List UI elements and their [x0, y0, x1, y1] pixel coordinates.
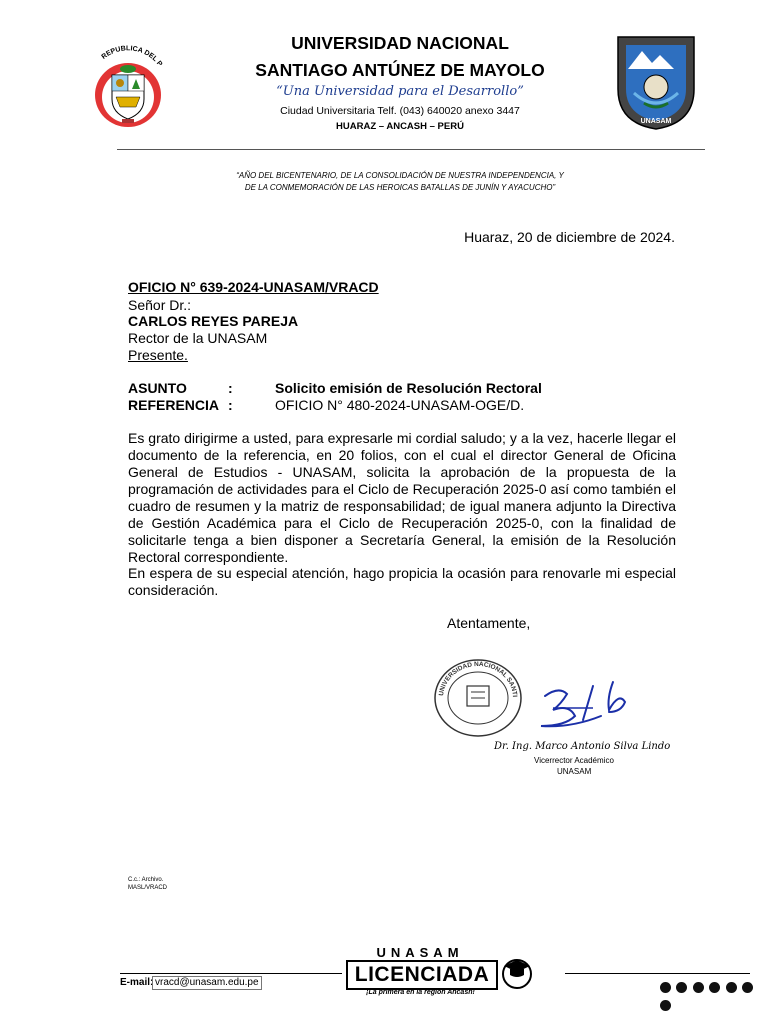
google-icon[interactable]	[660, 1000, 671, 1011]
signer-org: UNASAM	[557, 767, 592, 776]
youtube-icon[interactable]	[709, 982, 720, 993]
official-stamp	[433, 658, 523, 738]
referencia-colon: :	[228, 397, 233, 413]
salutation: Señor Dr.:	[128, 297, 192, 313]
year-motto-line1: “AÑO DEL BICENTENARIO, DE LA CONSOLIDACIÓN DE NUESTRA INDEPENDENCIA, Y	[236, 171, 564, 180]
seal-lettering: UNASAM	[640, 118, 672, 125]
asunto-label: ASUNTO	[128, 380, 187, 396]
university-name-line2: SANTIAGO ANTÚNEZ DE MAYOLO	[255, 60, 545, 80]
email-label: E-mail:	[120, 977, 154, 988]
facebook-icon[interactable]	[676, 982, 687, 993]
footer-slogan: ¡La primera en la región Ancash!	[366, 989, 475, 996]
email-icon[interactable]	[660, 982, 671, 993]
year-motto-line2: DE LA CONMEMORACIÓN DE LAS HEROICAS BATALLAS DE JUNÍN Y AYACUCHO”	[244, 183, 556, 192]
university-motto: “Una Universidad para el Desarrollo”	[276, 84, 524, 99]
footer-divider-right	[565, 973, 750, 974]
asunto-value: Solicito emisión de Resolución Rectoral	[275, 380, 542, 396]
recipient-name: CARLOS REYES PAREJA	[128, 313, 299, 329]
handwritten-signature	[535, 678, 635, 736]
cc-line2: MASL/VRACD	[128, 885, 168, 891]
recipient-role: Rector de la UNASAM	[128, 330, 268, 346]
footer-brand-licenciada: LICENCIADA	[346, 960, 498, 990]
university-city: HUARAZ – ANCASH – PERÚ	[336, 121, 464, 132]
footer-brand-top: UNASAM	[376, 945, 464, 960]
signer-role: Vicerrector Académico	[534, 756, 614, 765]
carbon-copy	[128, 876, 167, 892]
footer-divider-left	[120, 973, 342, 974]
instagram-icon[interactable]	[726, 982, 737, 993]
graduation-cap-icon	[500, 954, 534, 990]
email-link[interactable]: vracd@unasam.edu.pe	[152, 976, 262, 990]
web-icon[interactable]	[742, 982, 753, 993]
referencia-value: OFICIO N° 480-2024-UNASAM-OGE/D.	[275, 397, 525, 413]
closing: Atentamente,	[447, 615, 531, 631]
seal-lettering: UNIVERSIDAD NACIONAL SANTI	[438, 660, 518, 698]
cc-line1: C.c.: Archivo.	[128, 877, 164, 883]
asunto-colon: :	[228, 380, 233, 396]
presente: Presente.	[128, 347, 188, 363]
header-divider	[117, 149, 705, 150]
body-paragraph-1: Es grato dirigirme a usted, para expresarle mi cordial saludo; y a la vez, hacerle llegar el documento de la referencia, en 20 folios, con el cual el director General de Oficina General de Estudios - UNASAM, solicita la aprobación de la propuesta de la programación de actividades para el Ciclo de Recuperación 2025-0 así como también el cuadro de resumen y la matriz de responsabilidad; de igual manera adjunto la Directiva de Gestión Académica para el Ciclo de Recuperación 2025-0, con la finalidad de solicitarle tenga a bien disponer a Secretaría General, la emisión de la Resolución Rectoral correspondiente.	[128, 430, 676, 565]
oficio-number: OFICIO N° 639-2024-UNASAM/VRACD	[128, 279, 379, 295]
body-paragraph-2: En espera de su especial atención, hago propicia la ocasión para renovarle mi especial consideración.	[128, 565, 676, 598]
letter-date: Huaraz, 20 de diciembre de 2024.	[464, 229, 675, 245]
seal-lettering: REPUBLICA DEL P	[100, 45, 164, 68]
university-name-line1: UNIVERSIDAD NACIONAL	[291, 33, 509, 53]
year-motto	[190, 170, 610, 194]
referencia-label: REFERENCIA	[128, 397, 220, 413]
university-address: Ciudad Universitaria Telf. (043) 640020 anexo 3447	[280, 105, 520, 117]
social-icons	[660, 980, 768, 1016]
signer-name: Dr. Ing. Marco Antonio Silva Lindo	[494, 741, 671, 752]
twitter-icon[interactable]	[693, 982, 704, 993]
